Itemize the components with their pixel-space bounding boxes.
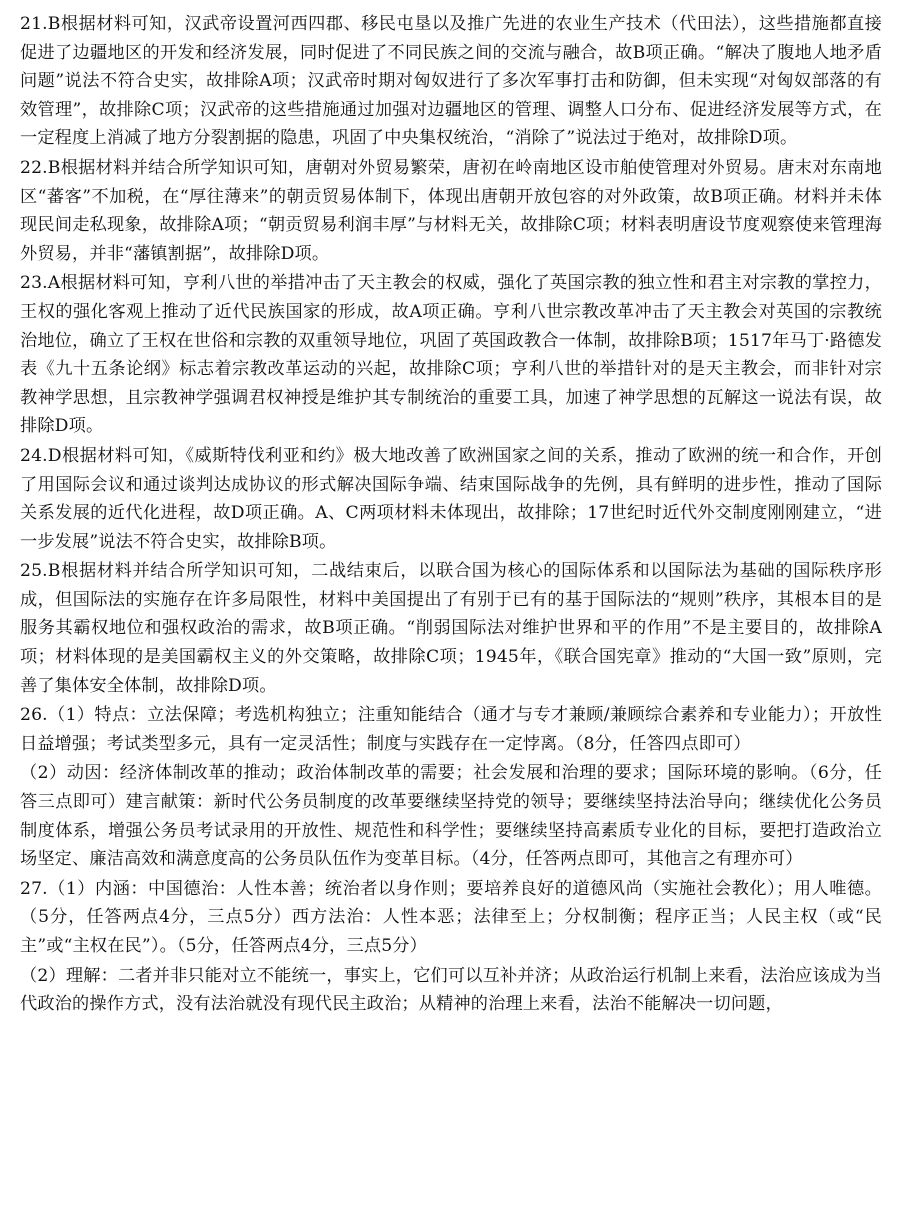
answer-24: 24.D根据材料可知，《威斯特伐利亚和约》极大地改善了欧洲国家之间的关系，推动了欧洲的统一和合作，开创了用国际会议和通过谈判达成协议的形式解决国际争端、结束国际战争的先例，具有鲜明的进步性，推动了国际关系发展的近代化进程，故D项正确。A、C两项材料未体现出，故排除；17世纪时近代外交制度刚刚建立，“进一步发展”说法不符合史实，故排除B项。 [20,445,882,552]
answer-27-part-2: （2）理解：二者并非只能对立不能统一，事实上，它们可以互补并济；从政治运行机制上来看，法治应该成为当代政治的操作方式，没有法治就没有现代民主政治；从精神的治理上来看，法治不能解决一切问题， [20,965,882,1015]
answer-page [20,10,882,1020]
answer-25: 25.B根据材料并结合所学知识可知，二战结束后，以联合国为核心的国际体系和以国际法为基础的国际秩序形成，但国际法的实施存在许多局限性，材料中美国提出了有别于已有的基于国际法的“规则”秩序，其根本目的是服务其霸权地位和强权政治的需求，故B项正确。“削弱国际法对维护世界和平的作用”不是主要目的，故排除A项；材料体现的是美国霸权主义的外交策略，故排除C项；1945年，《联合国宪章》推动的“大国一致”原则，完善了集体安全体制，故排除D项。 [20,561,882,696]
answer-22: 22.B根据材料并结合所学知识可知，唐朝对外贸易繁荣，唐初在岭南地区设市舶使管理对外贸易。唐末对东南地区“蕃客”不加税，在“厚往薄来”的朝贡贸易体制下，体现出唐朝开放包容的对外政策，故B项正确。材料并未体现民间走私现象，故排除A项；“朝贡贸易利润丰厚”与材料无关，故排除C项；材料表明唐设节度观察使来管理海外贸易，并非“藩镇割据”，故排除D项。 [20,157,882,264]
answer-27-part-1: 27.（1）内涵：中国德治：人性本善；统治者以身作则；要培养良好的道德风尚（实施社会教化）；用人唯德。（5分，任答两点4分，三点5分）西方法治：人性本恶；法律至上；分权制衡；程序正当；人民主权（或“民主”或“主权在民”）。（5分，任答两点4分，三点5分） [20,878,882,956]
answer-26-part-2: （2）动因：经济体制改革的推动；政治体制改革的需要；社会发展和治理的要求；国际环境的影响。（6分，任答三点即可）建言献策：新时代公务员制度的改革要继续坚持党的领导；要继续坚持法治导向；继续优化公务员制度体系，增强公务员考试录用的开放性、规范性和科学性；要继续坚持高素质专业化的目标，要把打造政治立场坚定、廉洁高效和满意度高的公务员队伍作为变革目标。（4分，任答两点即可，其他言之有理亦可） [20,763,882,870]
answer-26-part-1: 26.（1）特点：立法保障；考选机构独立；注重知能结合（通才与专才兼顾/兼顾综合素养和专业能力）；开放性日益增强；考试类型多元，具有一定灵活性；制度与实践存在一定悖离。（8分，任答四点即可） [20,705,882,754]
answer-21: 21.B根据材料可知，汉武帝设置河西四郡、移民屯垦以及推广先进的农业生产技术（代田法），这些措施都直接促进了边疆地区的开发和经济发展，同时促进了不同民族之间的交流与融合，故B项正确。“解决了腹地人地矛盾问题”说法不符合史实，故排除A项；汉武帝时期对匈奴进行了多次军事打击和防御，但未实现“对匈奴部落的有效管理”，故排除C项；汉武帝的这些措施通过加强对边疆地区的管理、调整人口分布、促进经济发展等方式，在一定程度上消减了地方分裂割据的隐患，巩固了中央集权统治，“消除了”说法过于绝对，故排除D项。 [20,14,882,149]
answer-23: 23.A根据材料可知，亨利八世的举措冲击了天主教会的权威，强化了英国宗教的独立性和君主对宗教的掌控力，王权的强化客观上推动了近代民族国家的形成，故A项正确。亨利八世宗教改革冲击了天主教会对英国的宗教统治地位，确立了王权在世俗和宗教的双重领导地位，巩固了英国政教合一体制，故排除B项；1517年马丁·路德发表《九十五条论纲》标志着宗教改革运动的兴起，故排除C项；亨利八世的举措针对的是天主教会，而非针对宗教神学思想，且宗教神学强调君权神授是维护其专制统治的重要工具，加速了神学思想的瓦解这一说法有误，故排除D项。 [20,273,882,437]
